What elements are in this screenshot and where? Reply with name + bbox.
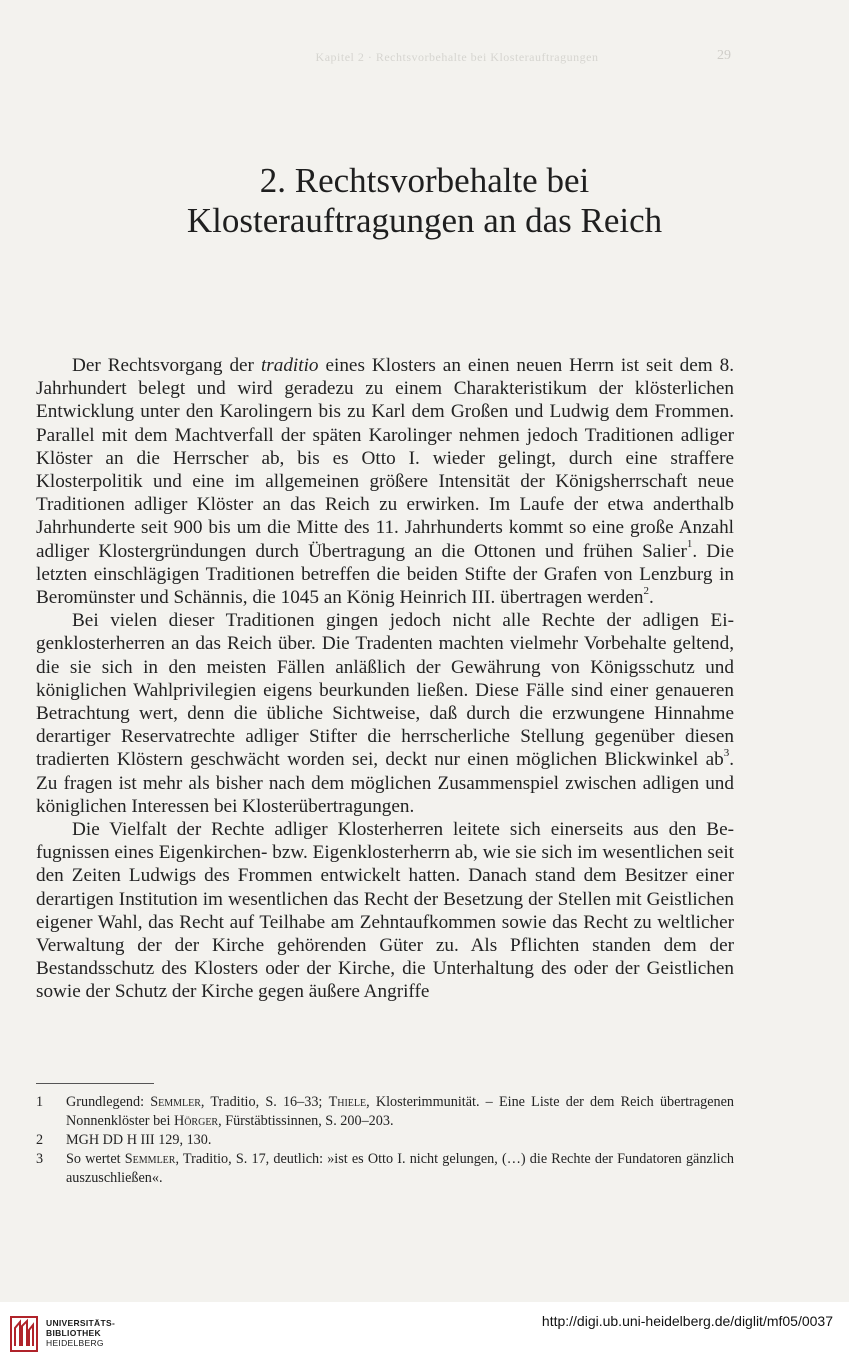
author-name: Thiele <box>328 1094 367 1110</box>
paragraph-2 <box>36 609 734 818</box>
footnote-number: 1 <box>36 1094 44 1110</box>
footnote-reference[interactable]: 3 <box>723 747 730 760</box>
author-name: Semmler <box>150 1094 201 1110</box>
text-run: . Die letzten einschlägigen Traditionen betreffen die beiden Stifte der Grafen von Lenzburg in Beromünster und Schännis, die 1045 an König Heinrich III. übertragen werden <box>36 540 734 609</box>
footnote-separator <box>36 1083 154 1084</box>
permalink-url[interactable]: http://digi.ub.uni-heidelberg.de/diglit/mf05/0037 <box>541 1313 833 1329</box>
footnote-reference[interactable]: 2 <box>643 584 649 597</box>
footnote <box>36 1093 734 1131</box>
text-run: So wertet <box>66 1151 125 1167</box>
chapter-title-line-1: 2. Rechtsvorbehalte bei <box>259 161 590 201</box>
chapter-title-line-2: Klosterauftragungen an das Reich <box>186 201 663 241</box>
footnote-text <box>66 1093 734 1131</box>
text-run: , Fürstäbtissinnen, S. 200–203. <box>218 1113 394 1129</box>
library-name-line-1: UNIVERSITÄTS- <box>46 1318 116 1328</box>
text-run: Die Vielfalt der Rechte adliger Klosterherren leitete sich einerseits aus den Befugnissen eines Eigenkirchen- bzw. Eigenklosterherrn ab, wie sie sich im wesentlichen seit den Zeiten Ludwigs des Frommen entwickelt hatten. Danach stand dem Besitzer einer derartigen Institution im wesentlichen das Recht der Besetzung der Stellen mit Geistlichen eigener Wahl, das Recht auf Teilhabe am Zehntaufkommen sowie das Recht zu weltlicher Verwaltung der der Kirche gehörenden Güter zu. Als Pflichten standen dem der Bestandsschutz des Klosters oder der Kirche, die Unterhaltung des oder der Geistlichen sowie der Schutz der Kirche gegen äußere Angriffe <box>36 819 734 1003</box>
running-head: Kapitel 2 · Rechtsvorbehalte bei Klosterauftragungen <box>315 50 599 64</box>
footnote-reference[interactable]: 1 <box>686 538 693 551</box>
text-run: Der Rechtsvorgang der <box>72 355 261 376</box>
footnotes <box>36 1093 734 1188</box>
text-run: . <box>648 587 654 609</box>
text-run: , Klosterimmunität. – Eine Liste der dem Reich übertragenen Nonnenklöster bei <box>66 1094 735 1129</box>
library-name-line-3: HEIDELBERG <box>46 1338 104 1348</box>
text-run: MGH DD H III 129, 130. <box>66 1132 212 1148</box>
paragraph-1 <box>36 354 734 609</box>
chapter-title <box>0 161 849 241</box>
text-run: Bei vielen dieser Traditionen gingen jedoch nicht alle Rechte der adligen Eigenklosterherren an das Reich über. Die Tradenten machten vielmehr Vorbehalte geltend, die sie sich in den meisten Fällen anläßlich der Gewährung von Königsschutz und königlichen Wahlprivilegien eigens beurkunden ließen. Diese Fälle sind einer genaueren Betrachtung wert, denn die übliche Sichtweise, daß durch die erzwungene Hinnahme derartiger Reservatrechte adliger Stifter die herrscherliche Stellung gegenüber diesen tradierten Klöstern geschwächt worden sei, deckt nur einen möglichen Blickwinkel ab <box>36 610 734 771</box>
footnote <box>36 1150 734 1188</box>
library-name-line-2: BIBLIOTHEK <box>46 1328 101 1338</box>
text-run: , Traditio, S. 17, deutlich: »ist es Otto I. nicht gelungen, (…) die Rechte der Fundatoren gänzlich auszuschließen«. <box>66 1151 735 1186</box>
text-run: , Traditio, S. 16–33; <box>200 1094 329 1110</box>
paragraph-3 <box>36 818 734 1004</box>
text-run: Grundlegend: <box>66 1094 151 1110</box>
library-logo[interactable] <box>10 1316 140 1352</box>
footnote-number: 3 <box>36 1151 44 1167</box>
body-text <box>36 354 734 1004</box>
digitization-footer <box>0 1302 849 1365</box>
author-name: Semmler <box>124 1151 176 1167</box>
page-number: 29 <box>717 48 731 63</box>
footnote-text <box>66 1150 734 1188</box>
university-library-logo-icon <box>10 1316 38 1352</box>
text-run: . Zu fragen ist mehr als bisher nach dem möglichen Zusammenspiel zwischen adligen und königlichen Interessen bei Klosterübertragungen. <box>36 749 734 817</box>
italic-term: traditio <box>260 355 319 376</box>
text-run: eines Klosters an einen neuen Herrn ist seit dem 8. Jahrhundert belegt und wird geradezu zu einem Charakteristikum der klösterlichen Entwicklung unter den Karolingern bis zu Karl dem Großen und Ludwig dem Frommen. Parallel mit dem Machtverfall der späten Karolinger nehmen jedoch Traditionen adliger Klöster an die Herrscher ab, bis es Otto I. wieder gelingt, durch eine straffere Klosterpolitik und eine im allgemeinen größere Intensität der Königsherrschaft neue Traditionen adliger Klöster an das Reich zu erwirken. Im Laufe der etwa anderthalb Jahrhunderte seit 900 bis um die Mitte des 11. Jahrhunderts kommt so eine große Anzahl adliger Klostergründungen durch Übertragung an die Ottonen und frühen Salier <box>36 355 735 562</box>
library-name <box>46 1318 115 1348</box>
footnote-number: 2 <box>36 1132 44 1148</box>
footnote <box>36 1131 734 1150</box>
footnote-text <box>66 1131 734 1150</box>
author-name: Hörger <box>173 1113 219 1129</box>
